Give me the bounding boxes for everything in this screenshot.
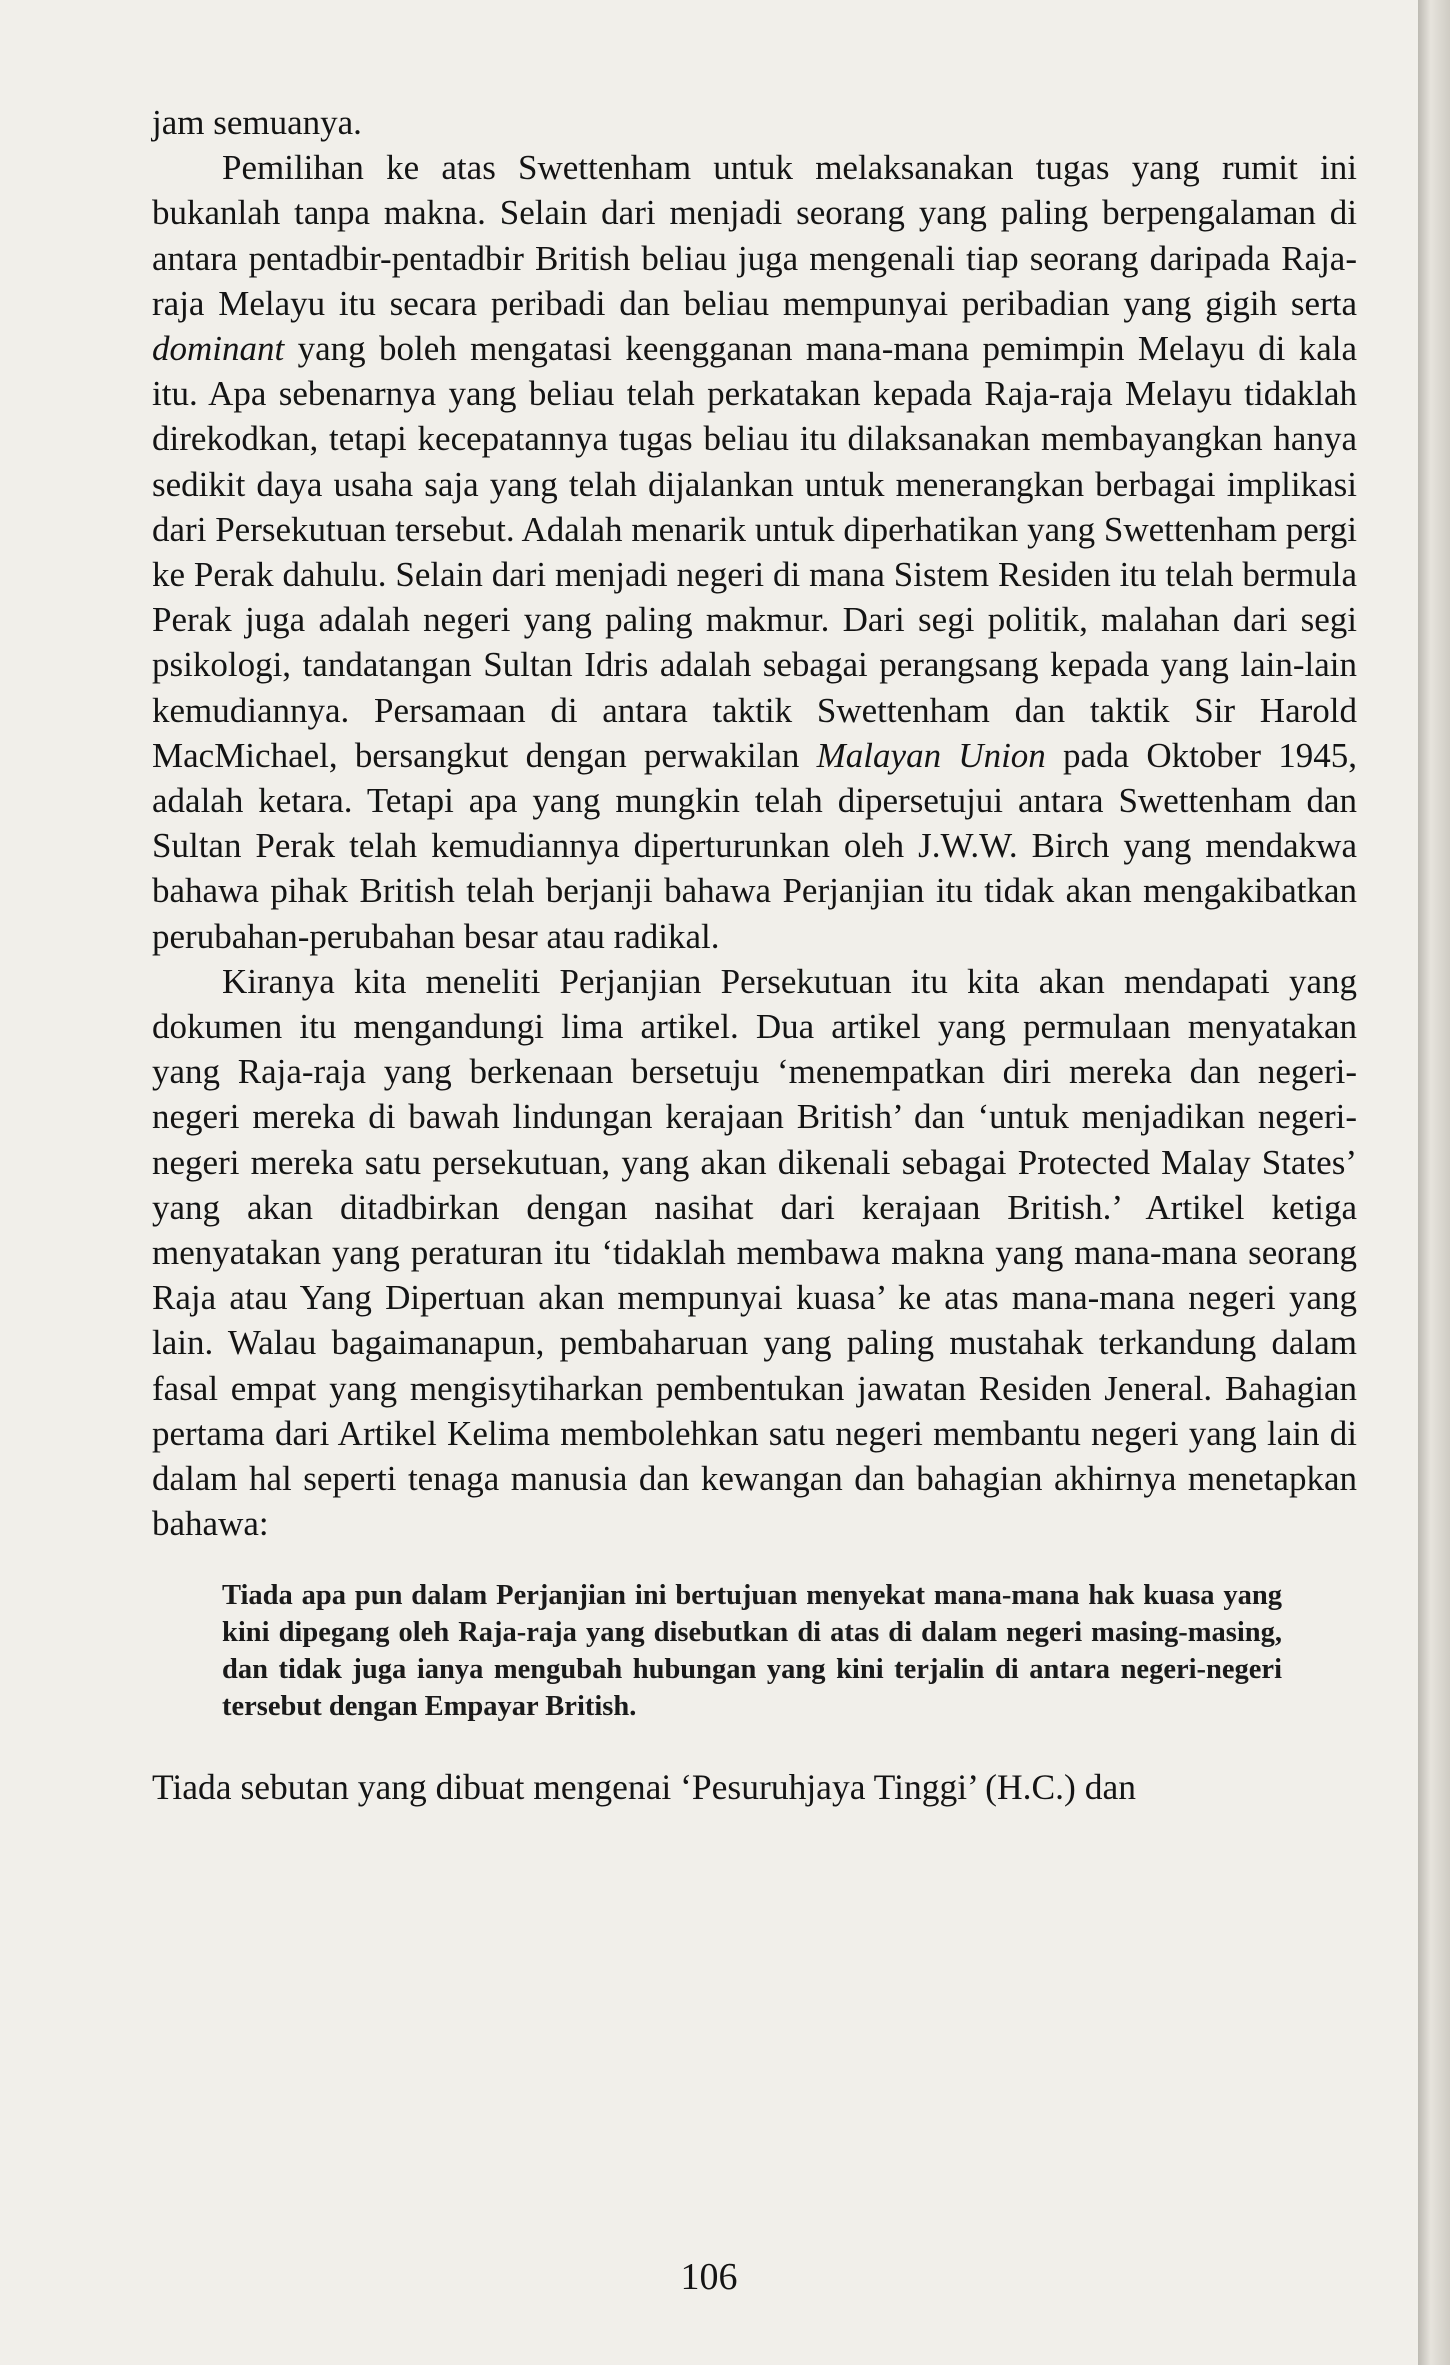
italic-malayan-union: Malayan Union bbox=[816, 735, 1046, 775]
paragraph-2 bbox=[152, 145, 1357, 959]
paragraph-2-part-c: pada Oktober 1945, adalah ketara. Tetapi apa yang mungkin telah dipersetujui antara Swettenham dan Sultan Perak telah kemudiannya diperturunkan oleh J.W.W. Birch yang mendakwa bahawa pihak British telah berjanji bahawa Perjanjian itu tidak akan mengakibatkan perubahan-perubahan besar atau radikal. bbox=[152, 735, 1357, 956]
page-number: 106 bbox=[680, 2256, 738, 2298]
paragraph-2-part-a: Pemilihan ke atas Swettenham untuk melaksanakan tugas yang rumit ini bukanlah tanpa makna. Selain dari menjadi seorang yang paling berpengalaman di antara pentadbir-pentadbir British beliau juga mengenali tiap seorang daripada Raja-raja Melayu itu secara peribadi dan beliau mempunyai peribadian yang gigih serta bbox=[152, 148, 1357, 323]
paragraph-2-part-b: yang boleh mengatasi keengganan mana-mana pemimpin Melayu di kala itu. Apa sebenarnya yang beliau telah perkatakan kepada Raja-raja Melayu tidaklah direkodkan, tetapi kecepatannya tugas beliau itu dilaksanakan membayangkan hanya sedikit daya usaha saja yang telah dijalankan untuk menerangkan berbagai implikasi dari Persekutuan tersebut. Adalah menarik untuk diperhatikan yang Swettenham pergi ke Perak dahulu. Selain dari menjadi negeri di mana Sistem Residen itu telah bermula Perak juga adalah negeri yang paling makmur. Dari segi politik, malahan dari segi psikologi, tandatangan Sultan Idris adalah sebagai perangsang kepada yang lain-lain kemudiannya. Persamaan di antara taktik Swettenham dan taktik Sir Harold MacMichael, bersangkut dengan perwakilan bbox=[152, 329, 1357, 775]
block-quote: Tiada apa pun dalam Perjanjian ini bertujuan menyekat mana-mana hak kuasa yang kini dipegang oleh Raja-raja yang disebutkan di atas di dalam negeri masing-masing, dan tidak juga ianya mengubah hubungan yang kini terjalin di antara negeri-negeri tersebut dengan Empayar British. bbox=[222, 1579, 1282, 1722]
paragraph-3: Kiranya kita meneliti Perjanjian Persekutuan itu kita akan mendapati yang dokumen itu mengandungi lima artikel. Dua artikel yang permulaan menyatakan yang Raja-raja yang berkenaan bersetuju ‘menempatkan diri mereka dan negeri-negeri mereka di bawah lindungan kerajaan British’ dan ‘untuk menjadikan negeri-negeri mereka satu persekutuan, yang akan dikenali sebagai Protected Malay States’ yang akan ditadbirkan dengan nasihat dari kerajaan British.’ Artikel ketiga menyatakan yang peraturan itu ‘tidaklah membawa makna yang mana-mana seorang Raja atau Yang Dipertuan akan mempunyai kuasa’ ke atas mana-mana negeri yang lain. Walau bagaimanapun, pembaharuan yang paling mustahak terkandung dalam fasal empat yang mengisytiharkan pembentukan jawatan Residen Jeneral. Bahagian pertama dari Artikel Kelima membolehkan satu negeri membantu negeri yang lain di dalam hal seperti tenaga manusia dan kewangan dan bahagian akhirnya menetapkan bahawa: bbox=[152, 961, 1357, 1544]
paragraph-4: Tiada sebutan yang dibuat mengenai ‘Pesuruhjaya Tinggi’ (H.C.) dan bbox=[152, 1766, 1136, 1807]
page-edge bbox=[1418, 0, 1450, 2365]
body-text bbox=[152, 100, 1357, 1810]
italic-dominant: dominant bbox=[152, 329, 285, 369]
paragraph-1: jam semuanya. bbox=[152, 103, 362, 142]
